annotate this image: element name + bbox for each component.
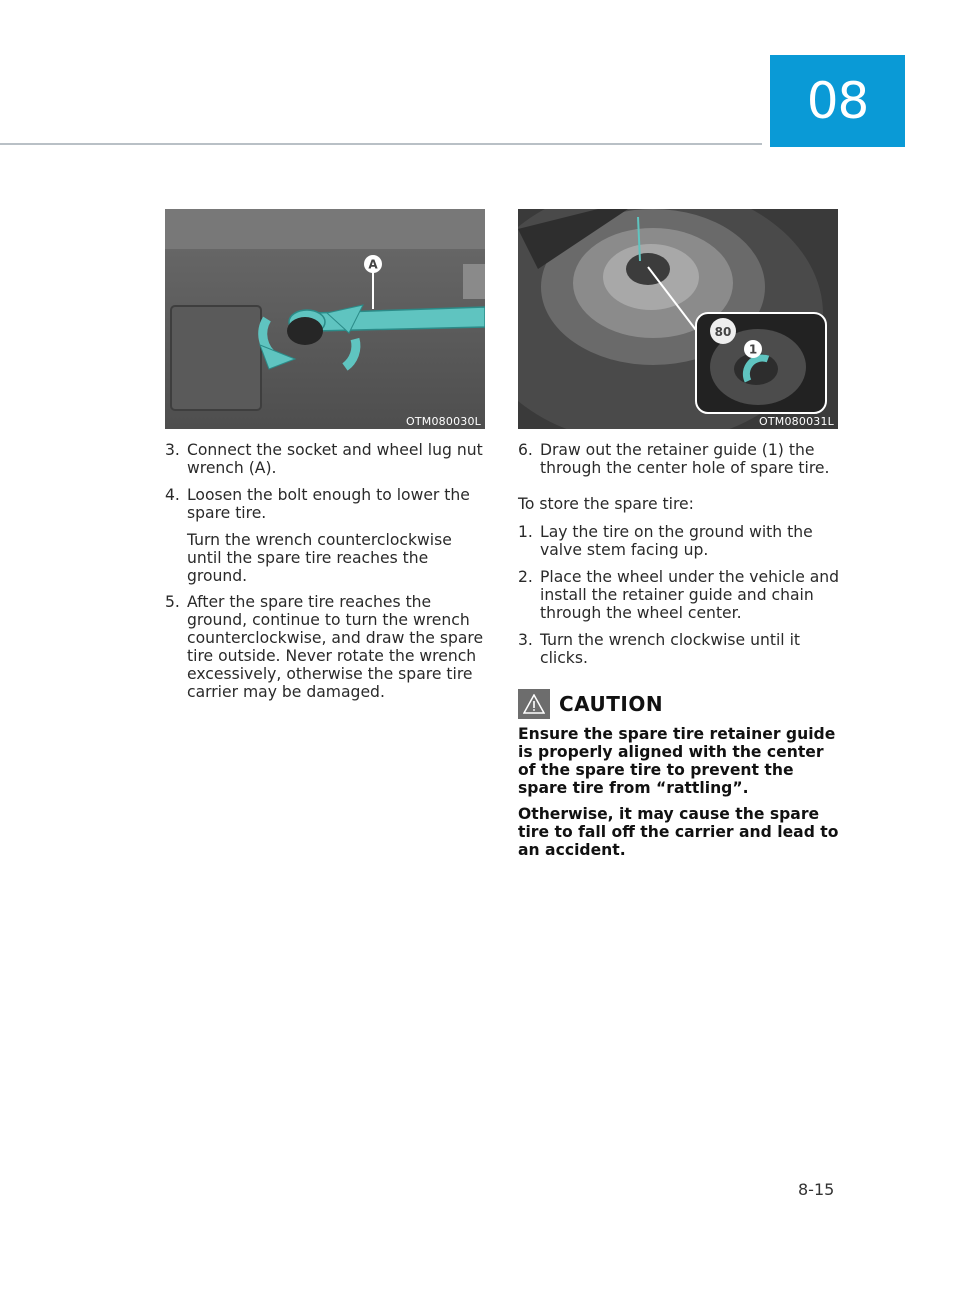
store-step-2 bbox=[518, 568, 840, 622]
step-6 bbox=[518, 441, 840, 477]
step-number: 4. bbox=[165, 486, 180, 504]
step-text: Turn the wrench clockwise until it clicks. bbox=[540, 631, 801, 667]
spare-tire-illustration bbox=[518, 209, 838, 429]
step-4 bbox=[165, 486, 487, 522]
step-4-note: Turn the wrench counterclockwise until the spare tire reaches the ground. bbox=[187, 531, 452, 585]
right-column bbox=[518, 441, 840, 867]
step-3 bbox=[165, 441, 487, 477]
header-rule bbox=[0, 143, 762, 145]
step-text: Loosen the bolt enough to lower the spare tire. bbox=[187, 486, 470, 522]
left-column bbox=[165, 441, 487, 710]
callout-label-1: 1 bbox=[748, 342, 758, 357]
step-number: 6. bbox=[518, 441, 533, 459]
step-text: After the spare tire reaches the ground, continue to turn the wrench counterclockwise, and draw the spare tire outside. Never rotate the wrench excessively, otherwise the spare tire carrier may be damaged. bbox=[187, 593, 484, 701]
figure-spare-tire bbox=[518, 209, 838, 429]
callout-label-a: A bbox=[368, 257, 378, 272]
store-step-1 bbox=[518, 523, 840, 559]
figure-wrench-socket bbox=[165, 209, 485, 429]
figure-code: OTM080031L bbox=[759, 415, 834, 428]
inset-size-label: 80 bbox=[714, 325, 732, 339]
step-number: 3. bbox=[518, 631, 533, 649]
caution-paragraph: Otherwise, it may cause the spare tire to fall off the carrier and lead to an accident. bbox=[518, 805, 839, 859]
step-text: Place the wheel under the vehicle and install the retainer guide and chain through the wheel center. bbox=[540, 568, 840, 622]
store-intro: To store the spare tire: bbox=[518, 495, 694, 513]
chapter-number: 08 bbox=[806, 72, 869, 130]
step-number: 2. bbox=[518, 568, 533, 586]
step-number: 3. bbox=[165, 441, 180, 459]
step-text: Draw out the retainer guide (1) the through the center hole of spare tire. bbox=[540, 441, 830, 477]
figure-code: OTM080030L bbox=[406, 415, 481, 428]
page-number: 8-15 bbox=[798, 1180, 835, 1199]
step-text: Connect the socket and wheel lug nut wrench (A). bbox=[187, 441, 483, 477]
step-number: 1. bbox=[518, 523, 533, 541]
caution-title: CAUTION bbox=[559, 692, 664, 716]
store-step-3 bbox=[518, 631, 840, 667]
wrench-illustration bbox=[165, 209, 485, 429]
step-text: Lay the tire on the ground with the valve stem facing up. bbox=[540, 523, 813, 559]
chapter-tab bbox=[770, 55, 905, 147]
caution-header bbox=[518, 689, 840, 719]
step-number: 5. bbox=[165, 593, 180, 611]
caution-paragraph: Ensure the spare tire retainer guide is properly aligned with the center of the spare tire to prevent the spare tire from “rattling”. bbox=[518, 725, 836, 797]
step-5 bbox=[165, 593, 487, 701]
caution-body bbox=[518, 725, 840, 859]
warning-triangle-icon bbox=[518, 689, 550, 719]
